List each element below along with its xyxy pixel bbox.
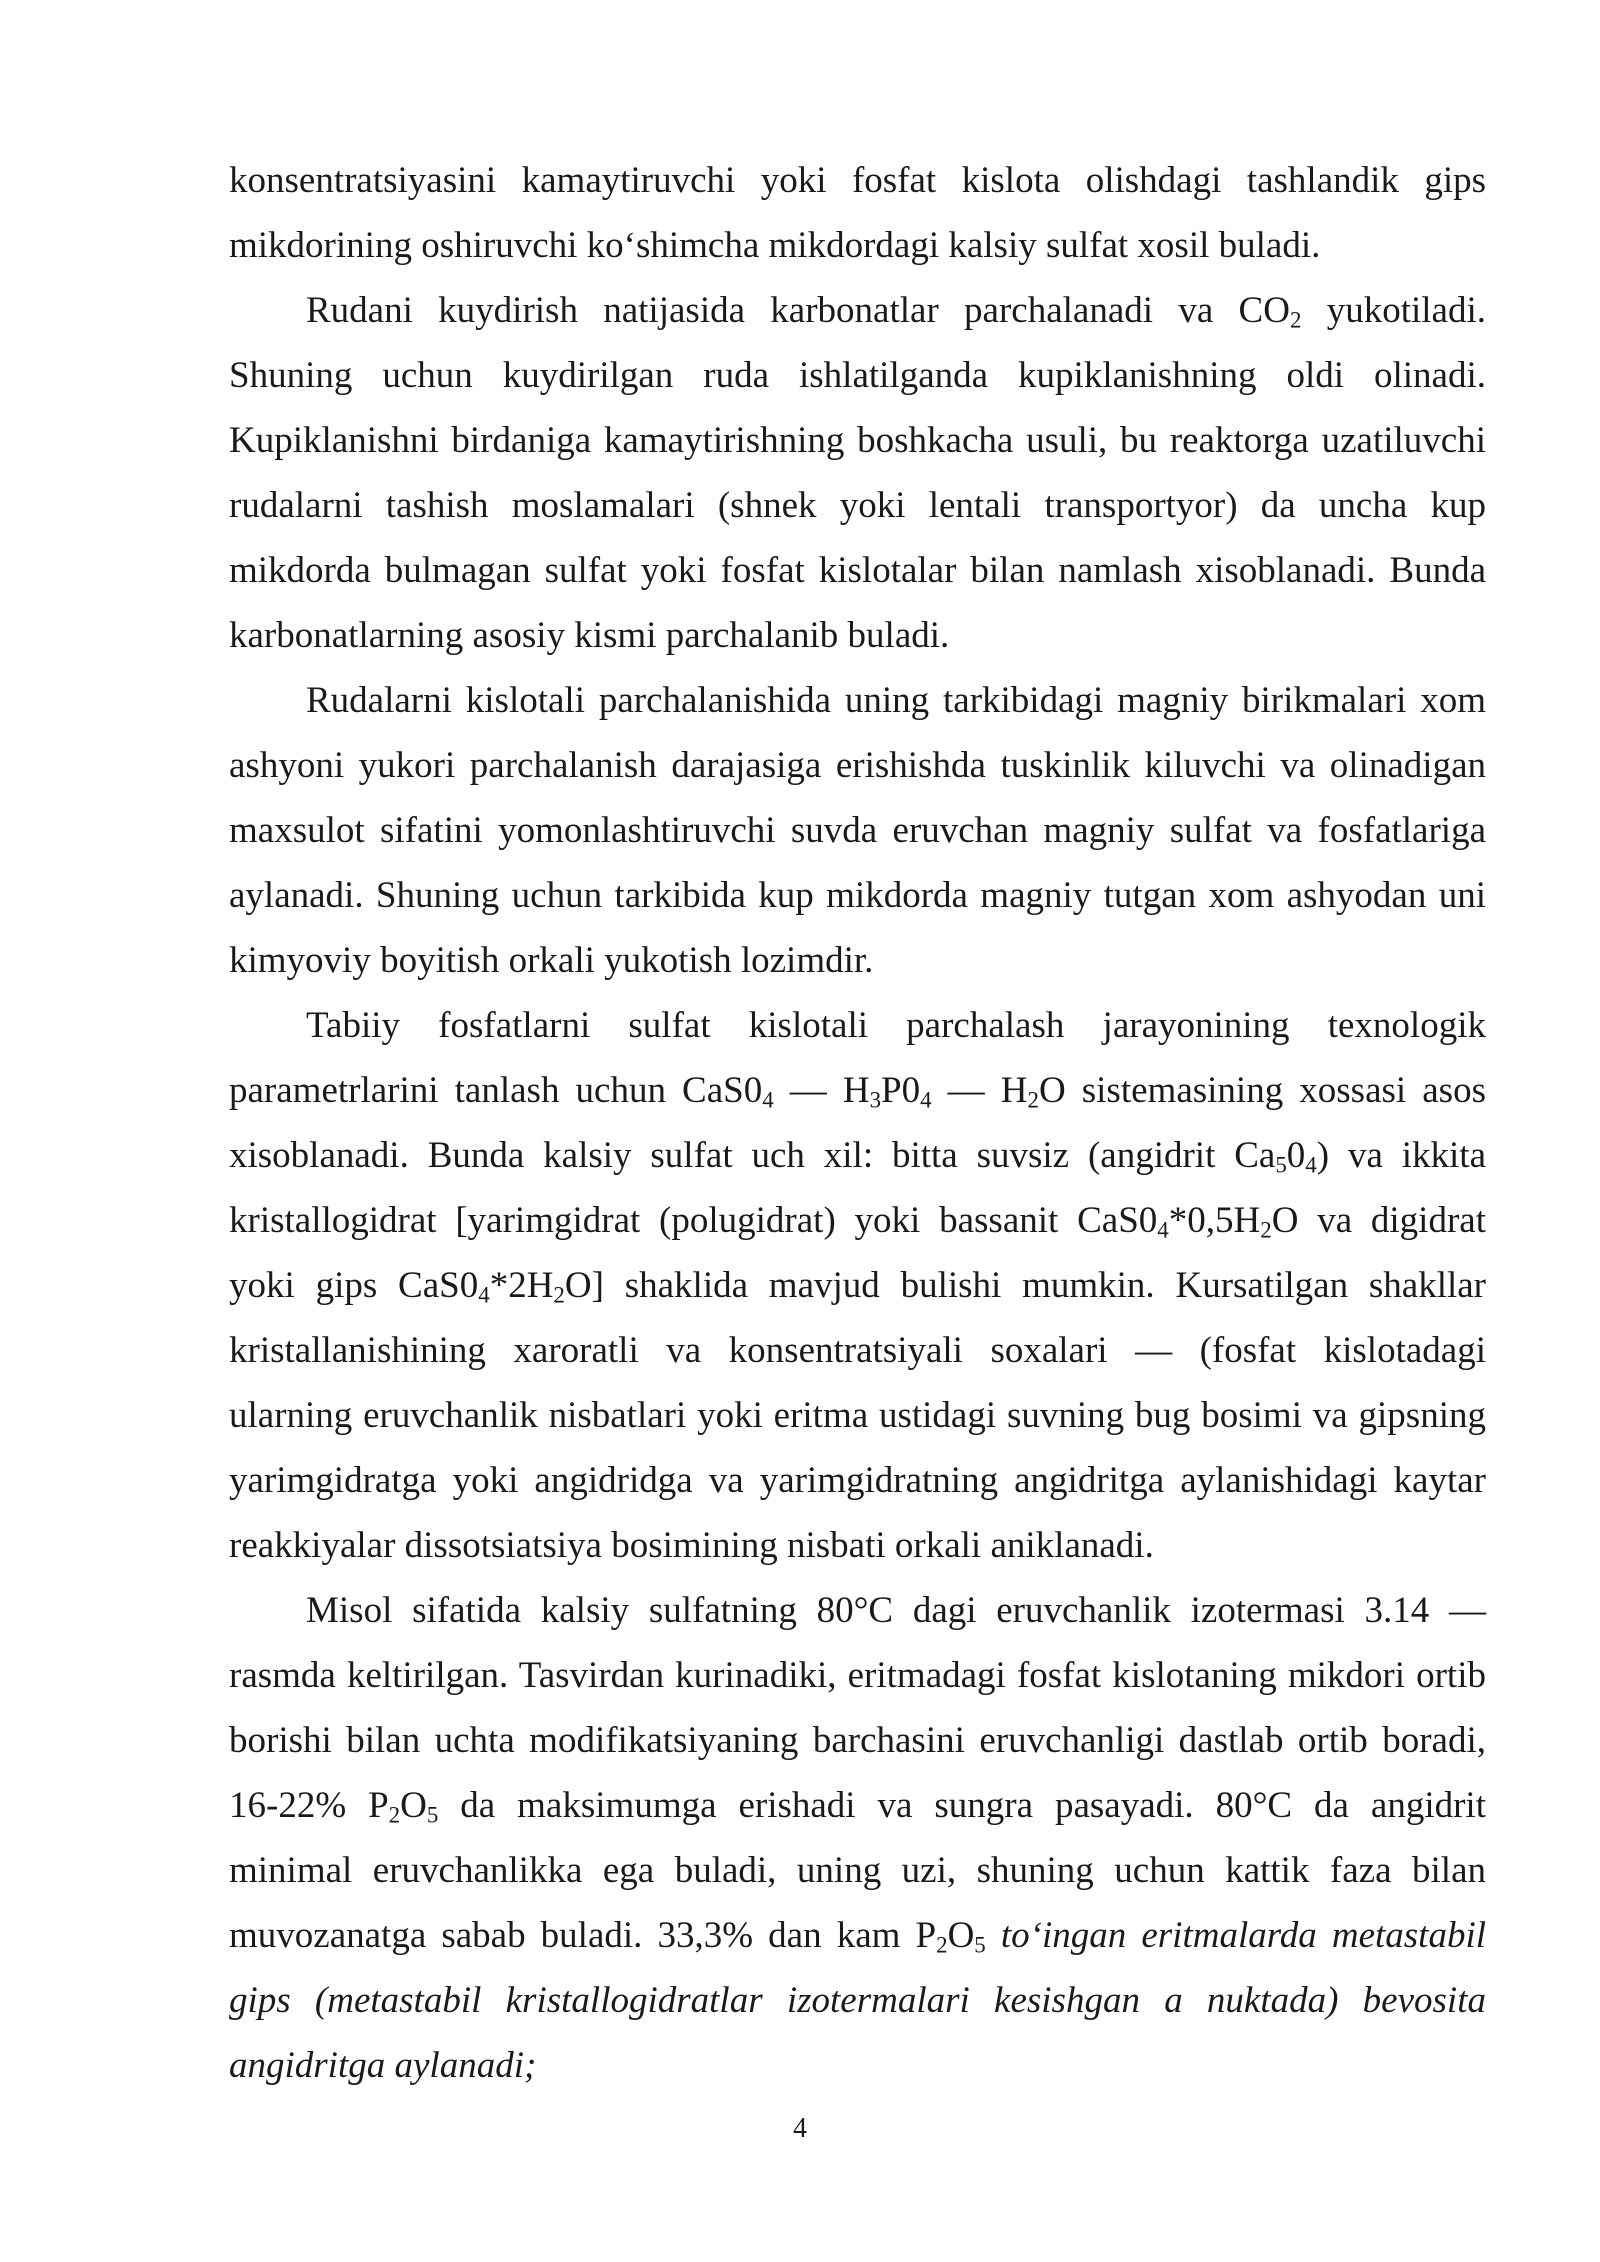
subscript: 2 <box>1260 1217 1272 1243</box>
paragraph-2-text-b: yukotiladi. Shuning uchun kuydirilgan ruda ishlatilganda kupiklanishning oldi olinadi. Kupiklanishni birdaniga kamaytirishning boshkacha usuli, bu reaktorga uzatiluvchi rudalarni tashish moslamalari (shnek yoki lentali transportyor) da uncha kup mikdorda bulmagan sulfat yoki fosfat kislotalar bilan namlash xisoblanadi. Bunda karbonatlarning asosiy kismi parchalanib buladi. <box>229 290 1486 656</box>
paragraph-1: konsentratsiyasini kamaytiruvchi yoki fosfat kislota olishdagi tashlandik gips mikdorining oshiruvchi ko‘shimcha mikdordagi kalsiy sulfat xosil buladi. <box>229 160 1486 266</box>
paragraph-4 <box>229 993 1486 1578</box>
subscript: 2 <box>553 1282 565 1308</box>
subscript: 4 <box>1305 1152 1317 1178</box>
subscript: 2 <box>936 1932 948 1958</box>
subscript: 3 <box>869 1087 882 1113</box>
paragraph-4-text-d: — H <box>931 1070 1028 1111</box>
paragraph-3: Rudalarni kislotali parchalanishida uning tarkibidagi magniy birikmalari xom ashyoni yukori parchalanish darajasiga erishishda tuskinlik kiluvchi va olinadigan maxsulot sifatini yomonlashtiruvchi suvda eruvchan magniy sulfat va fosfatlariga aylanadi. Shuning uchun tarkibida kup mikdorda magniy tutgan xom ashyodan uni kimyoviy boyitish orkali yukotish lozimdir. <box>229 680 1486 981</box>
paragraph-2 <box>229 278 1486 668</box>
paragraph-4-text-i: O va digidrat yoki gips CaS0 <box>229 1200 1486 1306</box>
co2-subscript: 2 <box>1289 307 1302 333</box>
paragraph-4-text-j: *2H <box>489 1265 554 1306</box>
subscript: 2 <box>1027 1087 1039 1113</box>
paragraph-4-text-k: O] shaklida mavjud bulishi mumkin. Kursatilgan shakllar kristallanishining xaroratli va konsentratsiyali soxalari — (fosfat kislotadagi ularning eruvchanlik nisbatlari yoki eritma ustidagi suvning bug bosimi va gipsning yarimgidratga yoki angidridga va yarimgidratning angidritga aylanishidagi kaytar reakkiyalar dissotsiatsiya bosimining nisbati orkali aniklanadi. <box>229 1265 1487 1566</box>
paragraph-5 <box>229 1578 1486 2098</box>
paragraph-4-text-e: O sistemasining xossasi asos xisoblanadi. Bunda kalsiy sulfat uch xil: bitta suvsiz (angidrit Ca <box>229 1070 1486 1176</box>
paragraph-5-italic-text: to‘ingan eritmalarda metastabil gips (metastabil kristallogidratlar izotermalari kesishgan a nuktada) bevosita angidritga aylanadi; <box>229 1915 1487 2086</box>
paragraph-4-text-b: — H <box>773 1070 870 1111</box>
subscript: 4 <box>478 1282 490 1308</box>
paragraph-4-text-f: 0 <box>1286 1135 1306 1176</box>
paragraph-5-text-b: O <box>400 1785 427 1826</box>
paragraph-4-text-g: ) va ikkita kristallogidrat [yarimgidrat (polugidrat) yoki bassanit CaS0 <box>229 1135 1486 1241</box>
paragraph-4-text-c: P0 <box>881 1070 921 1111</box>
page-number: 4 <box>793 2113 807 2144</box>
document-body <box>229 148 1486 2098</box>
subscript: 4 <box>1157 1217 1169 1243</box>
subscript: 5 <box>1275 1152 1287 1178</box>
paragraph-5-text-d: O <box>947 1915 975 1956</box>
paragraph-2-text-a: Rudani kuydirish natijasida karbonatlar parchalanadi va CO <box>306 290 1290 331</box>
paragraph-5-text-c: da maksimumga erishadi va sungra pasayadi. 80°C da angidrit minimal eruvchanlikka ega buladi, uning uzi, shuning uchun kattik faza bilan muvozanatga sabab buladi. 33,3% dan kam P <box>229 1785 1486 1956</box>
paragraph-4-text-h: *0,5H <box>1168 1200 1261 1241</box>
subscript: 2 <box>388 1802 401 1828</box>
subscript: 5 <box>426 1802 439 1828</box>
subscript: 4 <box>920 1087 932 1113</box>
paragraph-5-text-a: Misol sifatida kalsiy sulfatning 80°C dagi eruvchanlik izotermasi 3.14 — rasmda keltirilgan. Tasvirdan kurinadiki, eritmadagi fosfat kislotaning mikdori ortib borishi bilan uchta modifikatsiyaning barchasini eruvchanligi dastlab ortib boradi, 16-22% P <box>229 1590 1486 1826</box>
paragraph-4-text-a: Tabiiy fosfatlarni sulfat kislotali parchalash jarayonining texnologik parametrlarini tanlash uchun CaS0 <box>229 1005 1486 1111</box>
subscript: 4 <box>762 1087 774 1113</box>
subscript: 5 <box>974 1932 986 1958</box>
